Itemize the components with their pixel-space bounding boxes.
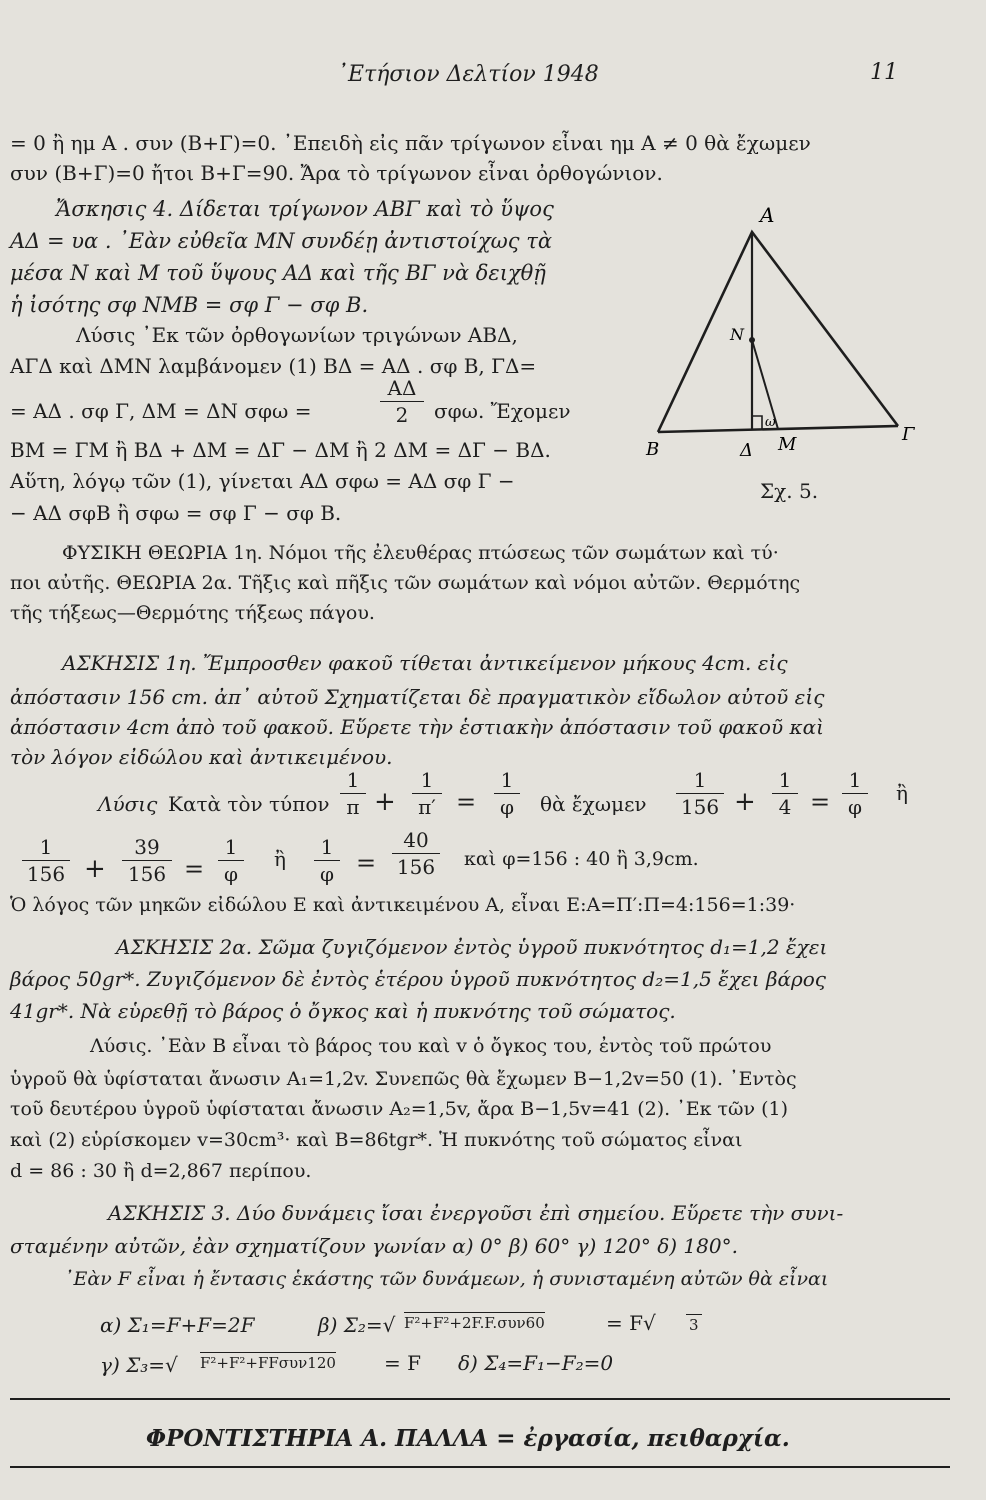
askisi-3-statement: ΑΣΚΗΣΙΣ 3. Δύο δυνάμεις ἴσαι ἐνεργοῦσι ἐπὶ σημείου. Εὕρετε τὴν συνι- bbox=[108, 1201, 844, 1225]
triangle-abg bbox=[658, 232, 898, 432]
askisi-3-statement: σταμένην αὐτῶν, ἐὰν σχηματίζουν γωνίαν α) 0° β) 60° γ) 120° δ) 180°. bbox=[10, 1234, 738, 1258]
focal-length-result: καὶ φ=156 : 40 ἢ 3,9cm. bbox=[464, 848, 699, 870]
exercise-4-solution: Αὕτη, λόγῳ τῶν (1), γίνεται ΑΔ σφω = ΑΔ σφ Γ − bbox=[10, 469, 515, 493]
fraction-ad-over-2: ΑΔ 2 bbox=[380, 376, 424, 427]
intro-line: συν (Β+Γ)=0 ἤτοι Β+Γ=90. Ἄρα τὸ τρίγωνον εἶναι ὀρθογώνιον. bbox=[10, 161, 663, 185]
solution-text: Κατὰ τὸν τύπον bbox=[168, 792, 330, 816]
askisi-2-statement: ΑΣΚΗΣΙΣ 2α. Σῶμα ζυγιζόμενον ἐντὸς ὑγροῦ πυκνότητος d₁=1,2 ἔχει bbox=[116, 935, 828, 959]
label-omega: ω bbox=[765, 415, 776, 430]
plus-sign: + bbox=[84, 854, 106, 884]
footer-rule-bottom bbox=[10, 1466, 950, 1468]
footer-rule-top bbox=[10, 1398, 950, 1400]
label-m: Μ bbox=[778, 434, 797, 455]
case-b-label: β) Σ₂=√ bbox=[318, 1313, 396, 1337]
fraction-39-over-156: 39 156 bbox=[122, 835, 172, 886]
case-c-label: γ) Σ₃=√ bbox=[100, 1353, 178, 1377]
askisi-1-statement: ἀπόστασιν 4cm ἀπὸ τοῦ φακοῦ. Εὕρετε τὴν ἑστιακὴν ἀπόστασιν τοῦ φακοῦ καὶ bbox=[10, 715, 824, 739]
point-n bbox=[749, 337, 755, 343]
label-a: Α bbox=[760, 203, 775, 227]
label-g: Γ bbox=[902, 424, 915, 445]
exercise-4-statement: ΑΔ = υα . ᾿Εὰν εὐθεῖα ΜΝ συνδέῃ ἀντιστοίχως τὰ bbox=[10, 229, 553, 253]
case-b-radicand-3: 3 bbox=[686, 1314, 702, 1335]
askisi-2-solution: ὑγροῦ θὰ ὑφίσταται ἄνωσιν Α₁=1,2v. Συνεπῶς θὰ ἔχωμεν Β−1,2v=50 (1). ᾿Εντὸς bbox=[10, 1068, 797, 1090]
running-header: ᾿Ετήσιον Δελτίον 1948 bbox=[337, 62, 599, 87]
plus-sign: + bbox=[374, 787, 396, 817]
exercise-4-solution: ΒΜ = ΓΜ ἢ ΒΔ + ΔΜ = ΔΓ − ΔΜ ἢ 2 ΔΜ = ΔΓ − ΒΔ. bbox=[10, 438, 551, 462]
askisi-3-statement: ᾿Εὰν F εἶναι ἡ ἔντασις ἑκάστης τῶν δυνάμεων, ἡ συνισταμένη αὐτῶν θὰ εἶναι bbox=[64, 1268, 829, 1290]
fraction-1-over-phi: 1 φ bbox=[494, 768, 520, 819]
figure-caption: Σχ. 5. bbox=[760, 479, 819, 503]
case-c-radicand: F²+F²+FFσυν120 bbox=[200, 1354, 336, 1372]
case-d: δ) Σ₄=F₁−F₂=0 bbox=[458, 1351, 614, 1375]
label-b: Β bbox=[646, 439, 660, 460]
askisi-2-solution: τοῦ δευτέρου ὑγροῦ ὑφίσταται ἄνωσιν Α₂=1,5v, ἄρα Β−1,5v=41 (2). ᾿Εκ τῶν (1) bbox=[10, 1098, 789, 1120]
image-object-ratio: Ὁ λόγος τῶν μηκῶν εἰδώλου Ε καὶ ἀντικειμένου Α, εἶναι Ε:Α=Π′:Π=4:156=1:39· bbox=[10, 894, 796, 916]
fraction-1-over-phi: 1 φ bbox=[842, 768, 868, 819]
or-word: ἢ bbox=[896, 781, 908, 805]
fraction-1-over-156: 1 156 bbox=[676, 768, 724, 819]
askisi-2-statement: 41gr*. Νὰ εὑρεθῇ τὸ βάρος ὁ ὄγκος καὶ ἡ πυκνότης τοῦ σώματος. bbox=[10, 999, 676, 1023]
askisi-1-statement: ἀπόστασιν 156 cm. ἀπ᾿ αὐτοῦ Σχηματίζεται δὲ πραγματικὸν εἴδωλον αὐτοῦ εἰς bbox=[10, 685, 825, 709]
equals-sign: = bbox=[356, 849, 377, 877]
fraction-1-over-phi: 1 φ bbox=[314, 835, 340, 886]
askisi-2-solution: Λύσις. ᾿Εὰν Β εἶναι τὸ βάρος του καὶ v ὁ ὄγκος του, ἐντὸς τοῦ πρώτου bbox=[90, 1035, 772, 1057]
label-n: Ν bbox=[730, 325, 744, 344]
exercise-4-solution: − ΑΔ σφΒ ἢ σφω = σφ Γ − σφ Β. bbox=[10, 501, 342, 525]
physics-theory-line: ποι αὐτῆς. ΘΕΩΡΙΑ 2α. Τῆξις καὶ πῆξις τῶν σωμάτων καὶ νόμοι αὐτῶν. Θερμότης bbox=[10, 572, 801, 594]
footer-advert: ΦΡΟΝΤΙΣΤΗΡΙΑ Α. ΠΑΛΛΑ = ἐργασία, πειθαρχία. bbox=[146, 1425, 790, 1452]
page-number: 11 bbox=[870, 60, 898, 85]
exercise-4-solution: Λύσις ᾿Εκ τῶν ὀρθογωνίων τριγώνων ΑΒΔ, bbox=[76, 323, 518, 347]
or-word: ἢ bbox=[274, 847, 286, 871]
solution-text: θὰ ἔχωμεν bbox=[540, 792, 647, 816]
equals-sign: = bbox=[456, 788, 477, 816]
solution-label: Λύσις bbox=[98, 792, 158, 816]
case-c-result: = F bbox=[384, 1351, 421, 1375]
equals-sign: = bbox=[810, 788, 831, 816]
triangle-figure bbox=[630, 200, 960, 490]
askisi-1-statement: τὸν λόγον εἰδώλου καὶ ἀντικειμένου. bbox=[10, 745, 393, 769]
case-a: α) Σ₁=F+F=2F bbox=[100, 1313, 255, 1337]
fraction-1-over-phi: 1 φ bbox=[218, 835, 244, 886]
askisi-2-statement: βάρος 50gr*. Ζυγιζόμενον δὲ ἐντὸς ἑτέρου ὑγροῦ πυκνότητος d₂=1,5 ἔχει βάρος bbox=[10, 967, 827, 991]
askisi-2-solution: καὶ (2) εὑρίσκομεν v=30cm³· καὶ Β=86tgr*. Ἡ πυκνότης τοῦ σώματος εἶναι bbox=[10, 1129, 743, 1151]
exercise-4-solution: σφω. Ἔχομεν bbox=[434, 399, 571, 423]
exercise-4-statement: ἡ ἰσότης σφ ΝΜΒ = σφ Γ − σφ Β. bbox=[10, 293, 369, 317]
case-b-radicand: F²+F²+2F.F.συν60 bbox=[404, 1314, 545, 1332]
fraction-1-over-pi-prime: 1 π′ bbox=[412, 768, 442, 819]
fraction-1-over-156: 1 156 bbox=[22, 835, 70, 886]
intro-line: = 0 ἢ ημ Α . συν (Β+Γ)=0. ᾿Επειδὴ εἰς πᾶν τρίγωνον εἶναι ημ Α ≠ 0 θὰ ἔχωμεν bbox=[10, 131, 811, 155]
askisi-1-statement: ΑΣΚΗΣΙΣ 1η. Ἔμπροσθεν φακοῦ τίθεται ἀντικείμενον μήκους 4cm. εἰς bbox=[62, 651, 788, 675]
fraction-40-over-156: 40 156 bbox=[392, 828, 440, 879]
physics-theory-line: ΦΥΣΙΚΗ ΘΕΩΡΙΑ 1η. Νόμοι τῆς ἐλευθέρας πτώσεως τῶν σωμάτων καὶ τύ· bbox=[62, 542, 779, 564]
exercise-4-statement: μέσα Ν καὶ Μ τοῦ ὕψους ΑΔ καὶ τῆς ΒΓ νὰ δειχθῇ bbox=[10, 261, 546, 285]
exercise-4-solution: ΑΓΔ καὶ ΔΜΝ λαμβάνομεν (1) ΒΔ = ΑΔ . σφ Β, ΓΔ= bbox=[10, 354, 537, 378]
right-angle-mark bbox=[752, 416, 762, 429]
label-d: Δ bbox=[740, 440, 753, 461]
exercise-4-solution: = ΑΔ . σφ Γ, ΔΜ = ΔΝ σφω = bbox=[10, 399, 312, 423]
equals-sign: = bbox=[184, 855, 205, 883]
fraction-1-over-4: 1 4 bbox=[772, 768, 798, 819]
fraction-1-over-pi: 1 π bbox=[340, 768, 366, 819]
exercise-4-statement: Ἄσκησις 4. Δίδεται τρίγωνον ΑΒΓ καὶ τὸ ὕψος bbox=[56, 197, 554, 221]
physics-theory-line: τῆς τήξεως—Θερμότης τήξεως πάγου. bbox=[10, 602, 375, 624]
plus-sign: + bbox=[734, 787, 756, 817]
askisi-2-solution: d = 86 : 30 ἢ d=2,867 περίπου. bbox=[10, 1160, 312, 1182]
case-b-result: = F√ bbox=[606, 1311, 656, 1335]
